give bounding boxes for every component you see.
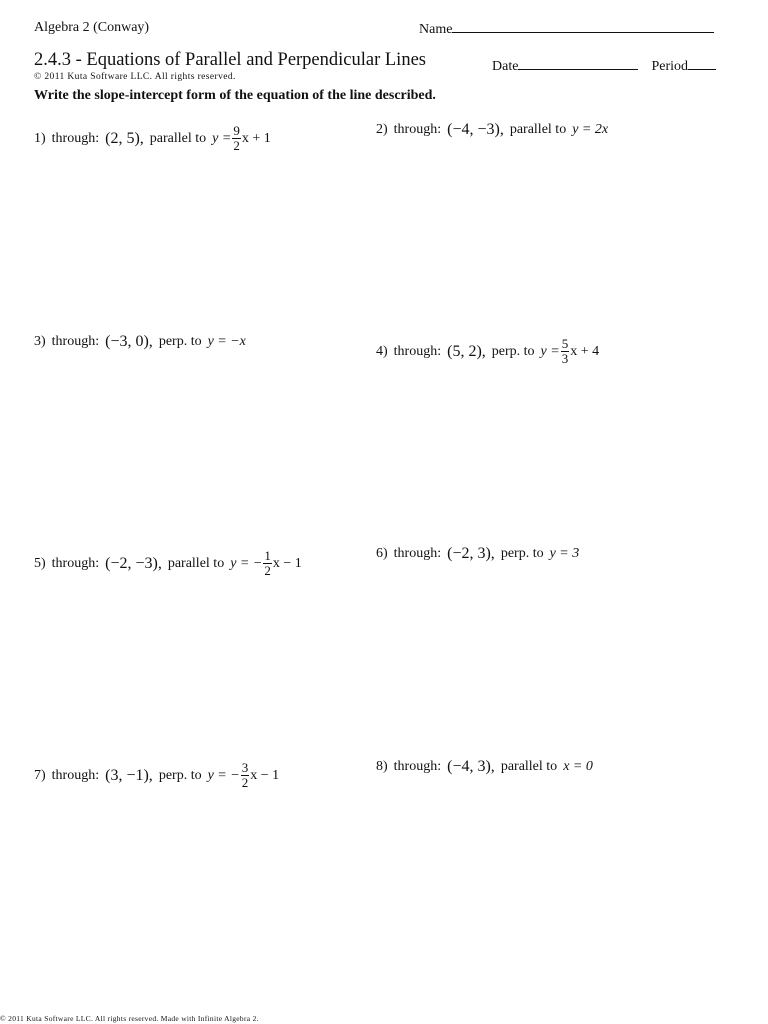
problem-relation: parallel to <box>167 555 225 571</box>
problem-relation: parallel to <box>509 122 567 137</box>
problem-number: 7) <box>34 767 46 783</box>
worksheet-title: 2.4.3 - Equations of Parallel and Perpendicular Lines <box>34 50 426 70</box>
equation-rhs: x − 1 <box>272 555 302 571</box>
problem-lead: through: <box>51 334 100 349</box>
problem-lead: through: <box>51 767 100 783</box>
problem-lead: through: <box>393 759 442 774</box>
problem-number: 6) <box>376 546 388 561</box>
fraction-numerator: 9 <box>233 123 240 138</box>
equation-lhs: y = − <box>207 767 240 783</box>
fraction-numerator: 5 <box>561 336 569 351</box>
problem-relation: perp. to <box>500 546 544 561</box>
problem-number: 8) <box>376 759 388 774</box>
problem-point: (3, −1), <box>105 766 153 784</box>
period-label: Period <box>651 59 688 74</box>
problem-relation: perp. to <box>158 334 202 349</box>
problem-number: 5) <box>34 555 46 571</box>
name-field[interactable] <box>419 20 714 38</box>
instructions: Write the slope-intercept form of the equation of the line described. <box>34 88 436 103</box>
period-blank-line[interactable] <box>688 57 716 70</box>
problem-lead: through: <box>393 546 442 561</box>
problem-lead: through: <box>51 555 100 571</box>
problem-relation: perp. to <box>158 767 202 783</box>
name-label: Name <box>419 22 453 37</box>
problem-point: (−3, 0), <box>105 333 153 350</box>
equation-rhs: x + 4 <box>570 343 600 359</box>
footer-copyright: © 2011 Kuta Software LLC. All rights reserved. Made with Infinite Algebra 2. <box>0 1014 259 1023</box>
problem-number: 2) <box>376 122 388 137</box>
equation-rhs: x + 1 <box>241 130 271 146</box>
problem-point: (−2, −3), <box>105 554 162 572</box>
problem-point: (2, 5), <box>105 129 144 147</box>
equation-lhs: y = − <box>230 555 263 571</box>
name-blank-line[interactable] <box>452 20 714 33</box>
problem-relation: parallel to <box>149 130 207 146</box>
equation: y = 3 <box>549 546 580 561</box>
date-period-field <box>492 57 716 75</box>
problem-lead: through: <box>393 343 442 359</box>
problem-point: (−4, −3), <box>447 121 504 138</box>
problem-lead: through: <box>393 122 442 137</box>
problem-number: 3) <box>34 334 46 349</box>
problem-lead: through: <box>51 130 100 146</box>
equation-lhs: y = <box>212 130 232 146</box>
equation: y = −x <box>207 334 246 349</box>
equation-fraction <box>561 337 570 366</box>
problem-6 <box>376 545 579 563</box>
problem-relation: perp. to <box>491 343 535 359</box>
problem-point: (−4, 3), <box>447 758 495 775</box>
problem-7 <box>34 761 279 790</box>
date-label: Date <box>492 59 519 74</box>
problem-relation: parallel to <box>500 759 558 774</box>
problem-number: 1) <box>34 130 46 146</box>
date-blank-line[interactable] <box>518 57 638 70</box>
problem-1 <box>34 124 271 153</box>
course-label: Algebra 2 (Conway) <box>34 20 150 35</box>
equation-lhs: y = <box>540 343 560 359</box>
problem-2 <box>376 121 608 139</box>
problem-point: (5, 2), <box>447 342 486 360</box>
problem-5 <box>34 549 302 578</box>
equation-fraction <box>232 124 241 153</box>
fraction-numerator: 3 <box>241 760 249 775</box>
fraction-denominator: 2 <box>233 138 240 153</box>
problem-8 <box>376 758 593 776</box>
problem-point: (−2, 3), <box>447 545 495 562</box>
copyright-notice: © 2011 Kuta Software LLC. All rights reserved. <box>34 72 236 82</box>
problem-3 <box>34 333 246 351</box>
equation: x = 0 <box>563 759 593 774</box>
equation-rhs: x − 1 <box>250 767 280 783</box>
fraction-denominator: 2 <box>241 775 249 790</box>
problem-number: 4) <box>376 343 388 359</box>
fraction-denominator: 3 <box>561 351 569 366</box>
equation: y = 2x <box>572 122 609 137</box>
problem-4 <box>376 337 599 366</box>
fraction-denominator: 2 <box>264 563 271 578</box>
equation-fraction <box>241 761 250 790</box>
equation-fraction <box>263 549 272 578</box>
fraction-numerator: 1 <box>264 548 271 563</box>
